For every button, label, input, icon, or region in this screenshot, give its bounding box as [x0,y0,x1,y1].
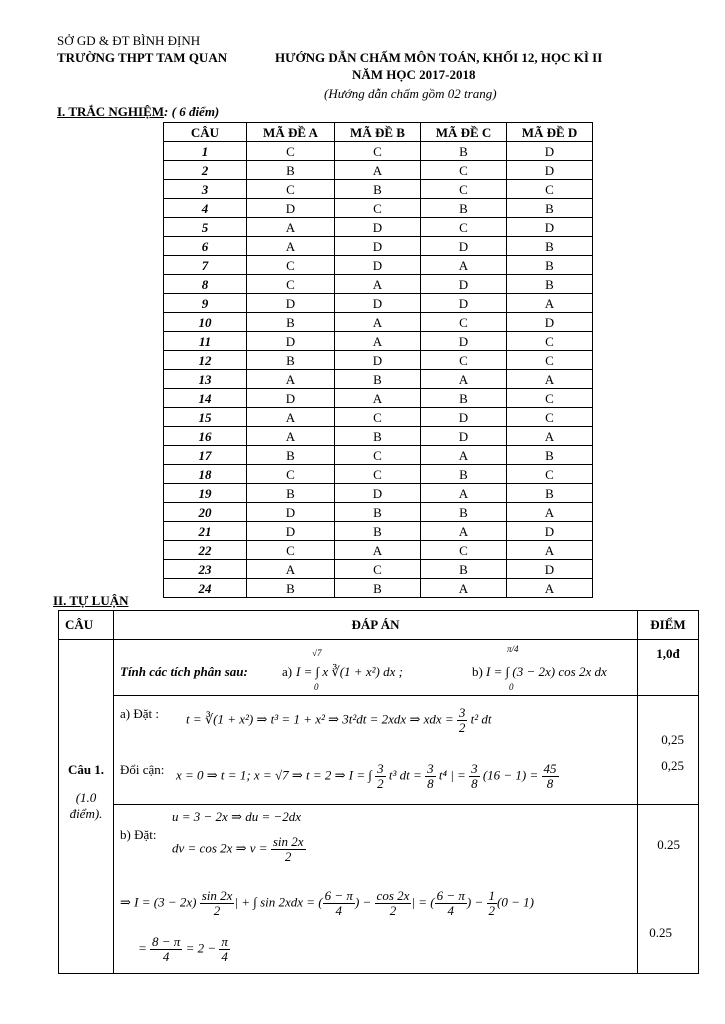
answer-cell: B [507,446,593,465]
answer-cell: A [421,579,507,598]
question-number: 15 [164,408,247,427]
answer-cell: B [247,161,335,180]
answer-cell: A [421,370,507,389]
answer-cell: C [421,180,507,199]
answer-cell: C [421,218,507,237]
score-a1: 0,25 [661,732,684,747]
integral-b-upper: π/4 [507,644,519,654]
answer-cell: A [507,541,593,560]
part-a-bounds-label: Đổi cận: [120,762,165,777]
question-number: 19 [164,484,247,503]
part-a-scores [638,696,699,805]
answer-cell: C [507,332,593,351]
question-number: 21 [164,522,247,541]
answer-cell: C [247,275,335,294]
question-number: 17 [164,446,247,465]
table-row [164,503,593,522]
part-b-set: b) Đặt: [120,827,157,842]
answer-cell: D [247,294,335,313]
part-a-bounds: x = 0 ⇒ t = 1; x = √7 ⇒ t = 2 ⇒ I = ∫ $\frac{3}{2}$ t³ dt = $\frac{3}{8}$ t⁴ | = $\frac{3}{8}$ (16 − 1) = $\frac{45}{8}$ [176,761,557,791]
answer-cell: B [335,503,421,522]
integral-a-lower: 0 [314,682,319,692]
answer-cell: A [507,503,593,522]
school-year: NĂM HỌC 2017-2018 [352,67,476,82]
answer-cell: C [335,465,421,484]
table-row [164,294,593,313]
question-number: 7 [164,256,247,275]
score-a2: 0,25 [661,758,684,773]
table-row [164,579,593,598]
part-b-final: = $\frac{8 - \pi}{4}$ = 2 − $\frac{\pi}{4}$ [138,934,228,964]
question-1-label: Câu 1. [67,761,105,777]
answer-cell: C [507,465,593,484]
question-number: 1 [164,142,247,161]
table-row [164,313,593,332]
question-number: 14 [164,389,247,408]
answer-cell: D [247,389,335,408]
answer-cell: A [335,275,421,294]
answer-cell: D [507,161,593,180]
integral-a: I = ∫ x ∛(1 + x²) dx ; [296,664,403,679]
answer-cell: B [507,199,593,218]
answer-cell: C [335,408,421,427]
answer-cell: B [247,446,335,465]
question-1-prompt-cell [114,640,638,696]
answer-cell: D [247,332,335,351]
answer-cell: A [421,522,507,541]
answer-cell: B [421,142,507,161]
part-b-u: u = 3 − 2x ⇒ du = −2dx [172,809,302,824]
answer-cell: D [421,408,507,427]
answer-cell: A [335,313,421,332]
answer-cell: C [507,180,593,199]
question-1-points: (1.0 điểm). [69,789,103,821]
part-b-result: ⇒ I = (3 − 2x) $\frac{\sin 2x}{2}$ | + ∫ sin 2xdx = ( $\frac{6 - \pi}{4}$ ) − $\frac{\cos 2x}{2}$ | = ( $\frac{6 - \pi}{4}$ ) − $\frac{1}{2}$ (0 − 1) [120,888,534,918]
school-name: TRƯỜNG THPT TAM QUAN [57,50,228,65]
answer-cell: A [507,427,593,446]
answer-key-header-4: MÃ ĐỀ D [507,123,593,142]
answer-cell: A [247,237,335,256]
answer-cell: A [247,560,335,579]
answer-cell: D [421,294,507,313]
part-a-solution-cell [114,696,638,805]
answer-cell: B [507,256,593,275]
answer-cell: D [247,522,335,541]
answer-cell: C [335,446,421,465]
answer-cell: C [335,199,421,218]
answer-key-header-1: MÃ ĐỀ A [247,123,335,142]
question-number: 2 [164,161,247,180]
part-b-label: b) [472,664,483,679]
answer-cell: D [507,560,593,579]
table-row [164,275,593,294]
answer-cell: B [421,560,507,579]
answer-cell: B [247,351,335,370]
question-number: 20 [164,503,247,522]
part-b-dv: dv = cos 2x ⇒ v = $\frac{\sin 2x}{2}$ [172,834,304,864]
answer-cell: B [335,579,421,598]
answer-cell: B [507,484,593,503]
answer-cell: B [507,275,593,294]
answer-cell: B [421,389,507,408]
integral-b: I = ∫ (3 − 2x) cos 2x dx [486,664,607,679]
answer-cell: A [335,161,421,180]
table-row [164,180,593,199]
integral-a-upper: √7 [312,648,322,658]
table-row [164,389,593,408]
table-row [164,446,593,465]
answer-cell: D [507,522,593,541]
part-a-substitution: t = ∛(1 + x²) ⇒ t³ = 1 + x² ⇒ 3t²dt = 2xdx ⇒ xdx = $\frac{3}{2}$ t² dt [186,705,492,735]
answer-cell: B [335,180,421,199]
table-row [164,370,593,389]
question-number: 8 [164,275,247,294]
score-b2: 0.25 [649,925,672,940]
table-row [164,484,593,503]
essay-col-question: CÂU [59,611,114,640]
question-number: 12 [164,351,247,370]
answer-cell: D [335,294,421,313]
part-a-label: a) [282,664,293,679]
table-row [164,332,593,351]
table-row [164,142,593,161]
table-row [164,427,593,446]
answer-cell: D [421,427,507,446]
answer-cell: B [247,484,335,503]
answer-cell: C [421,161,507,180]
answer-cell: C [507,408,593,427]
answer-cell: D [421,332,507,351]
answer-cell: C [335,142,421,161]
part-a-set: a) Đặt : [120,706,159,721]
question-number: 9 [164,294,247,313]
answer-cell: A [507,294,593,313]
answer-cell: D [335,351,421,370]
answer-cell: B [335,522,421,541]
answer-key-header-2: MÃ ĐỀ B [335,123,421,142]
answer-cell: B [507,237,593,256]
answer-cell: B [421,465,507,484]
table-row [164,522,593,541]
table-row [164,465,593,484]
question-number: 24 [164,579,247,598]
answer-cell: C [247,180,335,199]
answer-cell: B [421,503,507,522]
answer-cell: B [335,370,421,389]
answer-cell: A [247,218,335,237]
answer-cell: A [421,446,507,465]
question-number: 13 [164,370,247,389]
essay-col-answer: ĐÁP ÁN [114,611,638,640]
essay-table [58,610,699,974]
answer-cell: A [335,541,421,560]
answer-cell: D [335,237,421,256]
answer-cell: A [507,370,593,389]
table-row [164,199,593,218]
score-b1: 0.25 [657,837,680,852]
answer-cell: C [507,389,593,408]
answer-cell: D [507,313,593,332]
pages-note: (Hướng dẫn chấm gồm 02 trang) [324,86,497,101]
section-1-title: I. TRẮC NGHIỆM [57,104,165,119]
answer-cell: D [335,484,421,503]
answer-cell: B [247,579,335,598]
answer-cell: A [421,484,507,503]
section-1-heading [57,104,219,120]
question-number: 10 [164,313,247,332]
answer-cell: A [335,389,421,408]
answer-cell: D [247,199,335,218]
answer-cell: A [335,332,421,351]
answer-cell: C [247,465,335,484]
answer-cell: C [247,256,335,275]
answer-cell: C [247,142,335,161]
answer-cell: C [247,541,335,560]
integral-b-lower: 0 [509,682,514,692]
table-row [164,161,593,180]
essay-col-points: ĐIỂM [638,611,699,640]
answer-cell: A [507,579,593,598]
table-row [164,351,593,370]
question-number: 5 [164,218,247,237]
part-b-scores [638,805,699,974]
answer-cell: B [421,199,507,218]
question-number: 22 [164,541,247,560]
answer-cell: C [421,313,507,332]
answer-cell: A [247,427,335,446]
answer-cell: A [421,256,507,275]
question-number: 23 [164,560,247,579]
table-row [164,218,593,237]
question-number: 18 [164,465,247,484]
department-name: SỞ GD & ĐT BÌNH ĐỊNH [57,33,201,48]
section-1-points: : ( 6 điểm) [164,104,220,119]
question-number: 16 [164,427,247,446]
answer-cell: A [247,408,335,427]
answer-cell: C [421,351,507,370]
answer-cell: D [335,256,421,275]
answer-cell: C [421,541,507,560]
answer-cell: C [507,351,593,370]
question-number: 3 [164,180,247,199]
answer-cell: D [421,237,507,256]
table-row [164,541,593,560]
answer-cell: D [335,218,421,237]
answer-cell: D [421,275,507,294]
question-1-cell [59,640,114,974]
question-number: 11 [164,332,247,351]
answer-key-header-3: MÃ ĐỀ C [421,123,507,142]
answer-cell: A [247,370,335,389]
answer-key-header-0: CÂU [164,123,247,142]
answer-cell: D [507,218,593,237]
table-row [164,408,593,427]
answer-cell: D [247,503,335,522]
section-2-title: II. TỰ LUẬN [53,593,129,608]
table-row [164,256,593,275]
question-number: 4 [164,199,247,218]
part-b-solution-cell [114,805,638,974]
table-row [164,237,593,256]
question-1-prompt: Tính các tích phân sau: [120,664,248,679]
answer-cell: B [247,313,335,332]
document-title: HƯỚNG DẪN CHẤM MÔN TOÁN, KHỐI 12, HỌC KÌ II [275,50,603,65]
answer-cell: D [507,142,593,161]
q1-total-points: 1,0đ [638,640,699,696]
answer-key-table [163,122,593,598]
answer-cell: B [335,427,421,446]
question-number: 6 [164,237,247,256]
answer-cell: C [335,560,421,579]
table-row [164,560,593,579]
